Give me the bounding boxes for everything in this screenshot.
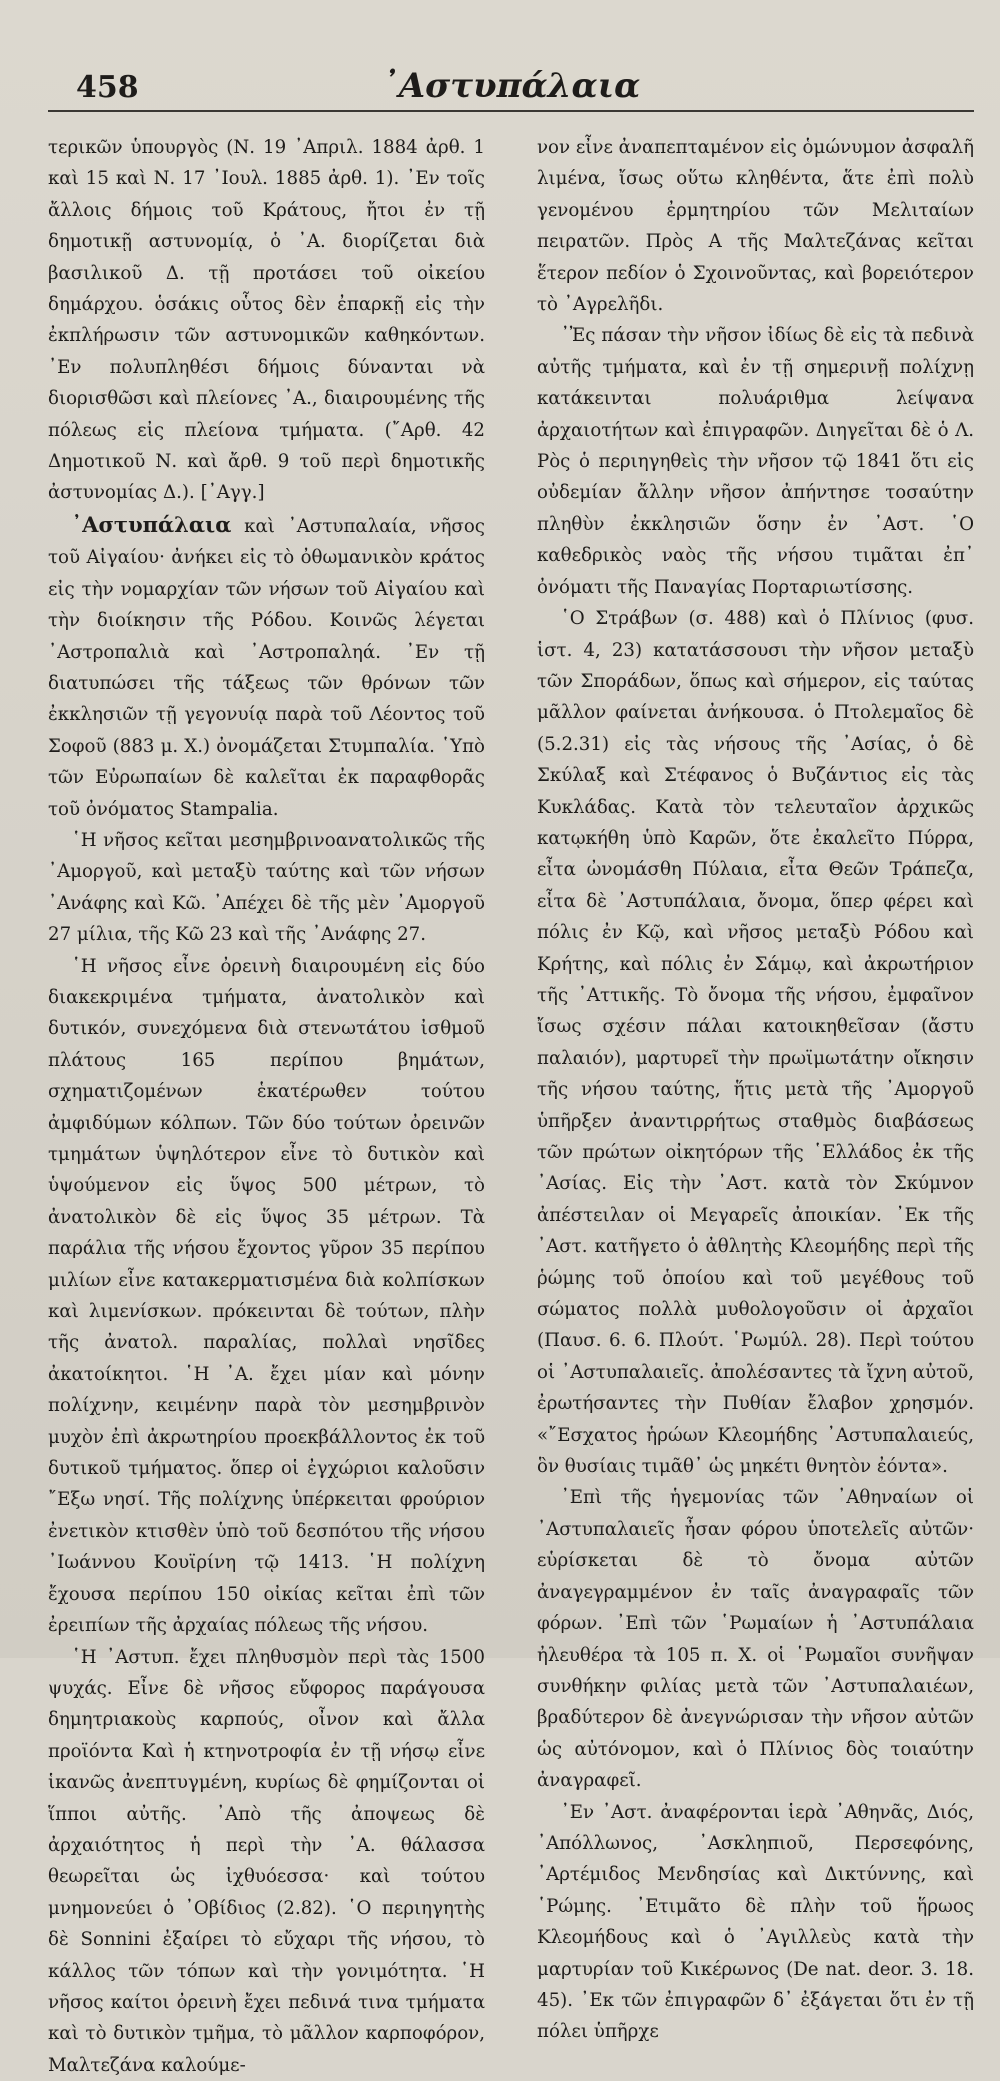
page-number: 458 [76, 70, 139, 105]
paragraph: ῾Η νῆσος εἶνε ὀρεινὴ διαιρουμένη εἰς δύο διακεκριμένα τμήματα, ἀνατολικὸν καὶ δυτικόν, συνεχόμενα διὰ στενωτάτου ἰσθμοῦ πλάτους 165 περίπου βημάτων, σχηματιζομένων ἑκατέρωθεν τούτου ἀμφιδύμων κόλπων. Τῶν δύο τούτων ὀρεινῶν τμημάτων ὑψηλότερον εἶνε τὸ δυτικὸν καὶ ὑψούμενον εἰς ὕψος 500 μέτρων, τὸ ἀνατολικὸν δὲ εἰς ὕψος 35 μέτρων. Τὰ παράλια τῆς νήσου ἔχοντος γῦρον 35 περίπου μιλίων εἶνε κατακερματισμένα διὰ κολπίσκων καὶ λιμενίσκων. πρόκεινται δὲ τούτων, πλὴν τῆς ἀνατολ. παραλίας, πολλαὶ νησῖδες ἀκατοίκητοι. ῾Η ᾿Α. ἔχει μίαν καὶ μόνην πολίχνην, κειμένην παρὰ τὸν μεσημβρινὸν μυχὸν ἐπὶ ἀκρωτηρίου προεκβάλλοντος ἐκ τοῦ δυτικοῦ τμήματος. ὅπερ οἱ ἐγχώριοι καλοῦσιν ῎Εξω νησί. Τῆς πολίχνης ὑπέρκειται φρούριον ἐνετικὸν κτισθὲν ὑπὸ τοῦ δεσπότου τῆς νήσου ᾿Ιωάννου Κουϊρίνη τῷ 1413. ῾Η πολίχνη ἔχουσα περίπου 150 οἰκίας κεῖται ἐπὶ τῶν ἐρειπίων τῆς ἀρχαίας πόλεως τῆς νήσου. [48, 951, 485, 1642]
paragraph: ῾Η ᾿Αστυπ. ἔχει πληθυσμὸν περὶ τὰς 1500 ψυχάς. Εἶνε δὲ νῆσος εὔφορος παράγουσα δημητριακοὺς καρπούς, οἶνον καὶ ἄλλα προϊόντα Καὶ ἡ κτηνοτροφία ἐν τῇ νήσῳ εἶνε ἱκανῶς ἀνεπτυγμένη, κυρίως δὲ φημίζονται οἱ ἵπποι αὐτῆς. ᾿Απὸ τῆς ἀποψεως δὲ ἀρχαιότητος ἡ περὶ τὴν ᾿Α. θάλασσα θεωρεῖται ὡς ἰχθυόεσσα· καὶ τούτου μνημονεύει ὁ ᾿Οβίδιος (2.82). ῾Ο περιηγητὴς δὲ Sonnini ἐξαίρει τὸ εὔχαρι τῆς νήσου, τὸ κάλλος τῶν τόπων καὶ τὴν γονιμότητα. ῾Η νῆσος καίτοι ὀρεινὴ ἔχει πεδινά τινα τμήματα καὶ τὸ δυτικὸν τμῆμα, τὸ μᾶλλον καρποφόρον, Μαλτεζάνα καλούμε- [48, 1642, 485, 2081]
right-column [537, 132, 974, 1632]
left-column [48, 132, 485, 1632]
entry-text: καὶ ᾿Αστυπαλαία, νῆσος τοῦ Αἰγαίου· ἀνήκει εἰς τὸ ὀθωμανικὸν κράτος εἰς τὴν νομαρχίαν τῶν νήσων τοῦ Αἰγαίου καὶ τὴν διοίκησιν τῆς Ρόδου. Κοινῶς λέγεται ᾿Αστροπαλιὰ καὶ ᾿Αστροπαληά. ᾿Εν τῇ διατυπώσει τῆς τάξεως τῶν θρόνων τῶν ἐκκλησιῶν τῇ γεγονυίᾳ παρὰ τοῦ Λέοντος τοῦ Σοφοῦ (883 μ. Χ.) ὀνομάζεται Στυμπαλία. ῾Υπὸ τῶν Εὐρωπαίων δὲ καλεῖται ἐκ παραφθορᾶς τοῦ ὀνόματος Stampalia. [48, 516, 485, 820]
text-columns [48, 132, 974, 1632]
paragraph: ῾Η νῆσος κεῖται μεσημβρινοανατολικῶς τῆς ᾿Αμοργοῦ, καὶ μεταξὺ ταύτης καὶ τῶν νήσων ᾿Ανάφης καὶ Κῶ. ᾿Απέχει δὲ τῆς μὲν ᾿Αμοργοῦ 27 μίλια, τῆς Κῶ 23 καὶ τῆς ᾿Ανάφης 27. [48, 825, 485, 951]
paragraph: ᾿Ἐς πάσαν τὴν νῆσον ἰδίως δὲ εἰς τὰ πεδινὰ αὐτῆς τμήματα, καὶ ἐν τῇ σημερινῇ πολίχνῃ κατάκεινται πολυάριθμα λείψανα ἀρχαιοτήτων καὶ ἐπιγραφῶν. Διηγεῖται δὲ ὁ Λ. Ρὸς ὁ περιηγηθεὶς τὴν νῆσον τῷ 1841 ὅτι εἰς οὐδεμίαν ἄλλην νῆσον ἀπήντησε τοσαύτην πληθὺν ἐκκλησιῶν ὅσην ἐν ᾿Αστ. ῾Ο καθεδρικὸς ναὸς τῆς νήσου τιμᾶται ἐπ᾿ ὀνόματι τῆς Παναγίας Πορταριωτίσσης. [537, 320, 974, 603]
paragraph: νον εἶνε ἀναπεπταμένον εἰς ὁμώνυμον ἀσφαλῆ λιμένα, ἴσως οὕτω κληθέντα, ἅτε ἐπὶ πολὺ γενομένου ἐρμητηρίου τῶν Μελιταίων πειρατῶν. Πρὸς Α τῆς Μαλτεζάνας κεῖται ἕτερον πεδίον ὁ Σχοινοῦντας, καὶ βορειότερον τὸ ᾿Αγρελῆδι. [537, 132, 974, 320]
paragraph: ῾Ο Στράβων (σ. 488) καὶ ὁ Πλίνιος (φυσ. ἱστ. 4, 23) κατατάσσουσι τὴν νῆσον μεταξὺ τῶν Σποράδων, ὅπως καὶ σήμερον, εἰς ταύτας μᾶλλον φαίνεται ἀνήκουσα. ὁ Πτολεμαῖος δὲ (5.2.31) εἰς τὰς νήσους τῆς ᾿Ασίας, ὁ δὲ Σκύλαξ καὶ Στέφανος ὁ Βυζάντιος εἰς τὰς Κυκλάδας. Κατὰ τὸν τελευταῖον ἀρχικῶς κατῳκήθη ὑπὸ Καρῶν, ὅτε ἐκαλεῖτο Πύρρα, εἶτα ὠνομάσθη Πύλαια, εἶτα Θεῶν Τράπεζα, εἶτα δὲ ᾿Αστυπάλαια, ὄνομα, ὅπερ φέρει καὶ πόλις ἐν Κῷ, καὶ νῆσος μεταξὺ Ρόδου καὶ Κρήτης, καὶ πόλις ἐν Σάμῳ, καὶ ἀκρωτήριον τῆς ᾿Αττικῆς. Τὸ ὄνομα τῆς νήσου, ἐμφαῖνον ἴσως σχέσιν πάλαι κατοικηθεῖσαν (ἄστυ παλαιόν), μαρτυρεῖ τὴν πρωϊμωτάτην οἴκησιν τῆς νήσου ταύτης, ἥτις μετὰ τῆς ᾿Αμοργοῦ ὑπῆρξεν ἀναντιρρήτως σταθμὸς διαβάσεως τῶν πρώτων οἰκητόρων τῆς ῾Ελλάδος ἐκ τῆς ᾿Ασίας. Εἰς τὴν ᾿Αστ. κατὰ τὸν Σκύμνον ἀπέστειλαν οἱ Μεγαρεῖς ἀποικίαν. ᾿Εκ τῆς ᾿Αστ. κατῆγετο ὁ ἀθλητὴς Κλεομήδης περὶ τῆς ῥώμης τοῦ ὁποίου καὶ τοῦ μεγέθους τοῦ σώματος πολλὰ μυθολογοῦσιν οἱ ἀρχαῖοι (Παυσ. 6. 6. Πλούτ. ῾Ρωμύλ. 28). Περὶ τούτου οἱ ᾿Αστυπαλαιεῖς. ἀπολέσαντες τὰ ἴχνη αὐτοῦ, ἐρωτήσαντες τὴν Πυθίαν ἔλαβον χρησμόν. «῎Εσχατος ἡρώων Κλεομήδης ᾿Αστυπαλαιεύς, ὃν θυσίαις τιμᾶθ᾿ ὡς μηκέτι θνητὸν ἐόντα». [537, 603, 974, 1482]
paragraph: ᾿Εν ᾿Αστ. ἀναφέρονται ἱερὰ ᾿Αθηνᾶς, Διός, ᾿Απόλλωνος, ᾿Ασκληπιοῦ, Περσεφόνης, ᾿Αρτέμιδος Μενδησίας καὶ Δικτύννης, καὶ ῾Ρώμης. ᾿Ετιμᾶτο δὲ πλὴν τοῦ ἥρωος Κλεομήδους καὶ ὁ ᾿Αγιλλεὺς κατὰ τὴν μαρτυρίαν τοῦ Κικέρωνος (De nat. deor. 3. 18. 45). ᾿Εκ τῶν ἐπιγραφῶν δ᾿ ἐξάγεται ὅτι ἐν τῇ πόλει ὑπῆρχε [537, 1797, 974, 2048]
paragraph: τερικῶν ὑπουργὸς (Ν. 19 ᾿Απριλ. 1884 ἀρθ. 1 καὶ 15 καὶ Ν. 17 ᾿Ιουλ. 1885 ἀρθ. 1). ᾿Εν τοῖς ἄλλοις δήμοις τοῦ Κράτους, ἤτοι ἐν τῇ δημοτικῇ αστυνομίᾳ, ὁ ᾿Α. διορίζεται διὰ βασιλικοῦ Δ. τῇ προτάσει τοῦ οἰκείου δημάρχου. ὁσάκις οὗτος δὲν ἐπαρκῇ εἰς τὴν ἐκπλήρωσιν τῶν αστυνομικῶν καθηκόντων. ᾿Εν πολυπληθέσι δήμοις δύνανται νὰ διορισθῶσι καὶ πλείονες ᾿Α., διαιρουμένης τῆς πόλεως εἰς πλείονα τμήματα. (῎Αρθ. 42 Δημοτικοῦ Ν. καὶ ἄρθ. 9 τοῦ περὶ δημοτικῆς ἀστυνομίας Δ.). [᾿Αγγ.] [48, 132, 485, 509]
entry-paragraph [48, 509, 485, 825]
page-header [48, 62, 974, 112]
entry-lemma: ᾿Αστυπάλαια [72, 512, 232, 537]
running-head: ᾿Αστυπάλαια [48, 66, 974, 106]
paragraph: ᾿Επὶ τῆς ἡγεμονίας τῶν ᾿Αθηναίων οἱ ᾿Αστυπαλαιεῖς ἦσαν φόρου ὑποτελεῖς αὐτῶν· εὑρίσκεται δὲ τὸ ὄνομα αὐτῶν ἀναγεγραμμένον ἐν ταῖς ἀναγραφαῖς τῶν φόρων. ᾿Επὶ τῶν ῾Ρωμαίων ἡ ᾿Αστυπάλαια ἠλευθέρα τὰ 105 π. Χ. οἱ ῾Ρωμαῖοι συνῆψαν συνθήκην φιλίας μετὰ τῶν ᾿Αστυπαλαιέων, βραδύτερον δὲ ἀνεγνώρισαν τὴν νῆσον αὐτῶν ὡς αὐτόνομον, καὶ ὁ Πλίνιος δὸς τοιαύτην ἀναγραφεῖ. [537, 1482, 974, 1796]
